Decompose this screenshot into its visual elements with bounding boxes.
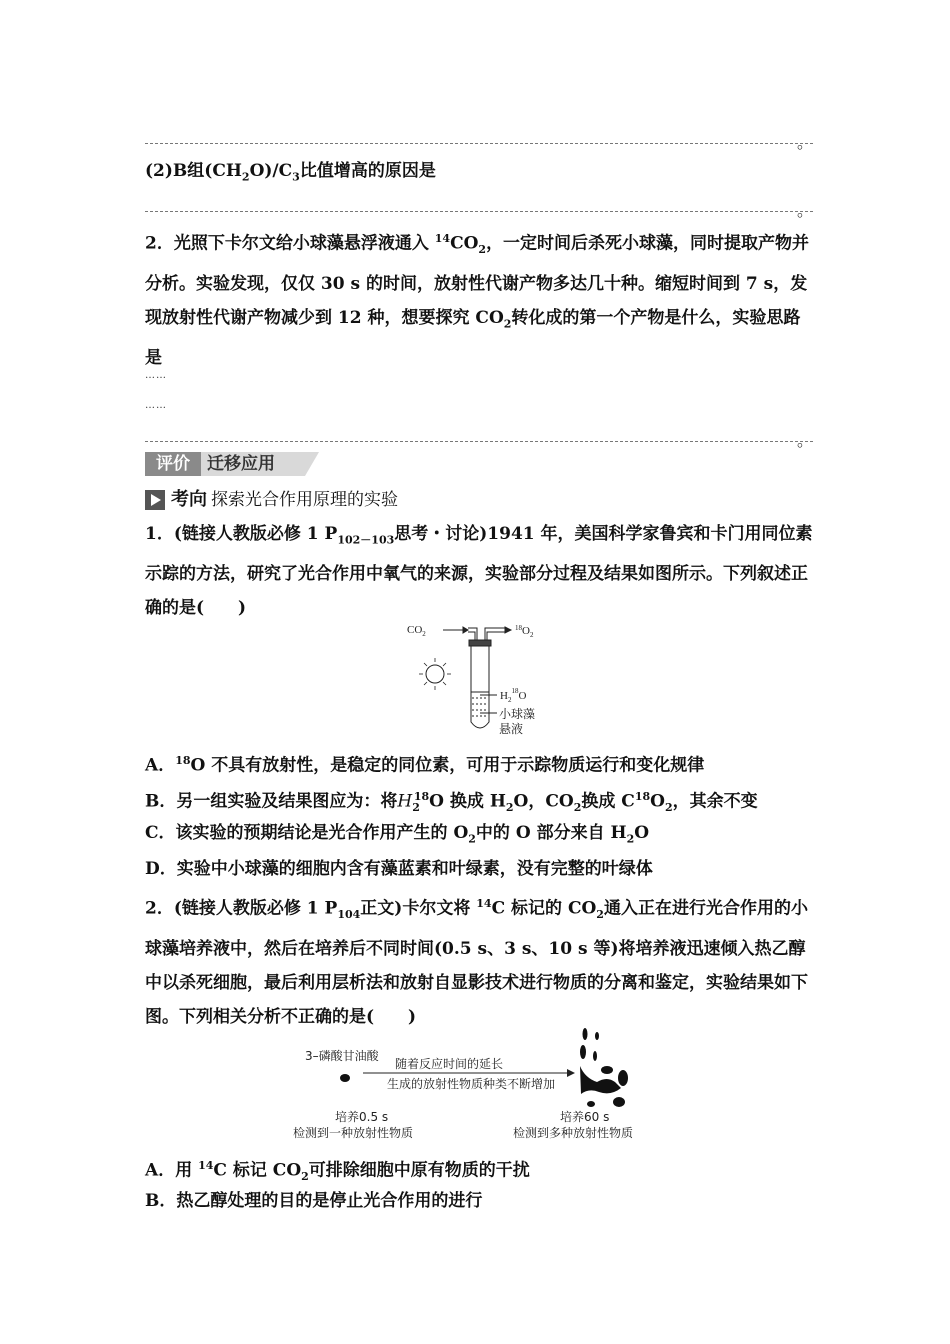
experiment-figure-2 <box>285 1026 665 1144</box>
pga-label: 3–磷酸甘油酸 <box>305 1049 379 1063</box>
q1-option-b: B．另一组实验及结果图应为：将$H_2^{18}O$ 换成 $H_2O$，$CO_2$换成 $C^{18}O_2$，其余不变 <box>145 790 758 815</box>
q2-option-b: B．热乙醇处理的目的是停止光合作用的进行 <box>145 1191 483 1211</box>
q1-option-c: C．该实验的预期结论是光合作用产生的 $O_2$中的 O 部分来自 $H_2O$ <box>145 823 650 846</box>
topic-title: 探索光合作用原理的实验 <box>211 490 398 510</box>
single-spot <box>340 1074 350 1082</box>
question-1: 1．(链接人教版必修 1 $P_{102-103}$思考・讨论)1941 年，美国科学家鲁宾和卡门用同位素示踪的方法，研究了光合作用中氧气的来源，实验部分过程及结果如图所示。下列叙述正确的是( ) <box>145 524 813 619</box>
answer-line-1 <box>145 143 813 144</box>
answer-line-3 <box>145 441 813 442</box>
answer-dots-1: …… <box>145 370 167 381</box>
algae-label-2: 悬液 <box>499 722 524 736</box>
h2o-label: $H_2^{18}O$ <box>500 687 527 704</box>
question-2b: 2．(链接人教版必修 1 $P_{104}$正文)卡尔文将 $^{14}$C 标记的 $CO_2$通入正在进行光合作用的小球藻培养液中，然后在培养后不同时间(0.5 s、3 s、10 s 等)将培养液迅速倾入热乙醇中以杀死细胞，最后利用层析法和放射自显影技术进行物质的分离和鉴定，实验结果如下图。下列相关分析不正确的是( ) <box>145 897 808 1028</box>
left-caption-2: 检测到一种放射性物质 <box>293 1126 414 1140</box>
answer-end-mark-3: 。 <box>796 431 813 450</box>
q2-option-a: A．用 $^{14}$C 标记 $CO_2$可排除细胞中原有物质的干扰 <box>145 1159 530 1184</box>
arrow-bottom-label: 生成的放射性物质种类不断增加 <box>387 1077 556 1091</box>
q1-option-a: A．$^{18}$O 不具有放射性，是稳定的同位素，可用于示踪物质运行和变化规律 <box>145 754 705 776</box>
play-icon <box>145 490 165 510</box>
right-caption-2: 检测到多种放射性物质 <box>513 1126 634 1140</box>
banner-evaluate: 评价 <box>145 452 201 476</box>
o2-label: $^{18}O_2$ <box>515 624 534 639</box>
sun-icon <box>426 665 444 683</box>
experiment-figure-1 <box>405 620 575 740</box>
algae-label-1: 小球藻 <box>499 707 536 721</box>
answer-end-mark-2: 。 <box>796 201 813 220</box>
answer-line-2 <box>145 211 813 212</box>
banner-apply: 迁移应用 <box>201 452 305 476</box>
q1-option-d: D．实验中小球藻的细胞内含有藻蓝素和叶绿素，没有完整的叶绿体 <box>145 859 653 879</box>
answer-end-mark-1: 。 <box>796 133 813 152</box>
multiple-spots <box>580 1028 628 1107</box>
right-caption-1: 培养60 s <box>560 1110 610 1124</box>
banner-tail <box>305 452 319 476</box>
topic-label: 考向 <box>171 489 207 510</box>
left-caption-1: 培养0.5 s <box>335 1110 389 1124</box>
question-2-sub: (2)B组$(CH_2O)/C_3$比值增高的原因是 <box>145 161 436 184</box>
topic-heading <box>145 486 398 514</box>
arrow-top-label: 随着反应时间的延长 <box>395 1057 504 1071</box>
answer-dots-2: …… <box>145 400 167 411</box>
question-2-paragraph: 2．光照下卡尔文给小球藻悬浮液通入 $^{14}CO_2$，一定时间后杀死小球藻，同时提取产物并分析。实验发现，仅仅 30 s 的时间，放射性代谢产物多达几十种。缩短时间到 7 s，发现放射性代谢产物减少到 12 种，想要探究 $CO_2$转化成的第一个产物是什么，实验思路是 <box>145 232 810 369</box>
co2-label: $CO_2$ <box>407 624 426 638</box>
